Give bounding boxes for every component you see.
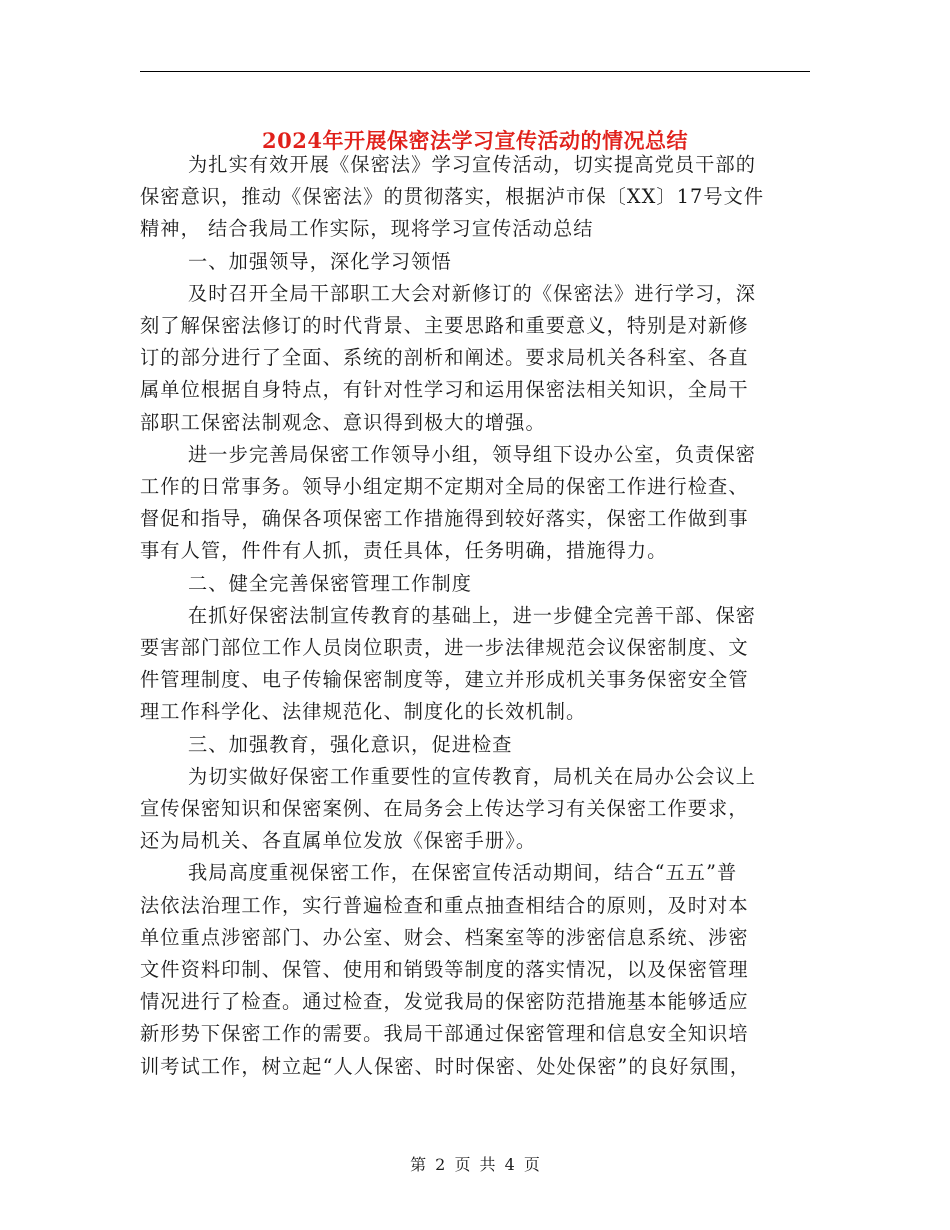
text-line: 要害部门部位工作人员岗位职责，进一步法律规范会议保密制度、文 (140, 636, 749, 660)
text-line: 情况进行了检查。通过检查，发觉我局的保密防范措施基本能够适应 (140, 990, 749, 1014)
text-line: 精神， 结合我局工作实际，现将学习宣传活动总结 (140, 217, 594, 241)
header-rule (140, 71, 810, 72)
text-line: 事有人管，件件有人抓，责任具体，任务明确，措施得力。 (140, 539, 668, 563)
paragraph-section-1b (140, 439, 810, 568)
text-line: 文件资料印制、保管、使用和销毁等制度的落实情况，以及保密管理 (140, 958, 749, 982)
text-line: 法依法治理工作，实行普遍检查和重点抽查相结合的原则，及时对本 (140, 893, 749, 917)
text-line: 还为局机关、各直属单位发放《保密手册》。 (140, 829, 537, 853)
text-line: 及时召开全局干部职工大会对新修订的《保密法》进行学习，深 (188, 281, 757, 305)
section-heading-2: 二、健全完善保密管理工作制度 (188, 571, 473, 595)
paragraph-section-2 (140, 600, 810, 729)
document-body (140, 149, 810, 1083)
text-line: 理工作科学化、法律规范化、制度化的长效机制。 (140, 700, 587, 724)
paragraph-section-3b (140, 857, 810, 1082)
text-line: 为扎实有效开展《保密法》学习宣传活动，切实提高党员干部的 (188, 153, 757, 176)
text-line: 训考试工作，树立起“人人保密、时时保密、处处保密”的良好氛围， (140, 1054, 751, 1078)
text-line: 宣传保密知识和保密案例、在局务会上传达学习有关保密工作要求， (140, 797, 749, 821)
text-line: 工作的日常事务。领导小组定期不定期对全局的保密工作进行检查、 (140, 475, 749, 499)
document-title: 2024年开展保密法学习宣传活动的情况总结 (262, 128, 688, 154)
text-line: 为切实做好保密工作重要性的宣传教育，局机关在局办公会议上 (188, 764, 757, 788)
text-line: 进一步完善局保密工作领导小组，领导组下设办公室，负责保密 (188, 442, 757, 466)
text-line: 在抓好保密法制宣传教育的基础上，进一步健全完善干部、保密 (188, 603, 757, 627)
page-number-footer: 第 2 页 共 4 页 (410, 1155, 540, 1174)
text-line: 属单位根据自身特点，有针对性学习和运用保密法相关知识，全局干 (140, 378, 749, 402)
section-heading-3: 三、加强教育，强化意识，促进检查 (188, 732, 513, 756)
text-line: 订的部分进行了全面、系统的剖析和阐述。要求局机关各科室、各直 (140, 346, 749, 370)
text-line: 单位重点涉密部门、办公室、财会、档案室等的涉密信息系统、涉密 (140, 925, 749, 949)
text-line: 我局高度重视保密工作，在保密宣传活动期间，结合“五五”普 (188, 861, 738, 885)
text-line: 保密意识，推动《保密法》的贯彻落实，根据泸市保〔XX〕17号文件 (140, 185, 765, 209)
text-line: 部职工保密法制观念、意识得到极大的增强。 (140, 410, 546, 434)
text-line: 刻了解保密法修订的时代背景、主要思路和重要意义，特别是对新修 (140, 314, 749, 338)
text-line: 件管理制度、电子传输保密制度等，建立并形成机关事务保密安全管 (140, 668, 749, 692)
paragraph-section-1a (140, 278, 810, 439)
paragraph-section-3a (140, 761, 810, 858)
paragraph-intro (140, 149, 810, 246)
section-heading-1: 一、加强领导，深化学习领悟 (188, 249, 452, 273)
text-line: 新形势下保密工作的需要。我局干部通过保密管理和信息安全知识培 (140, 1022, 749, 1046)
text-line: 督促和指导，确保各项保密工作措施得到较好落实，保密工作做到事 (140, 507, 749, 531)
